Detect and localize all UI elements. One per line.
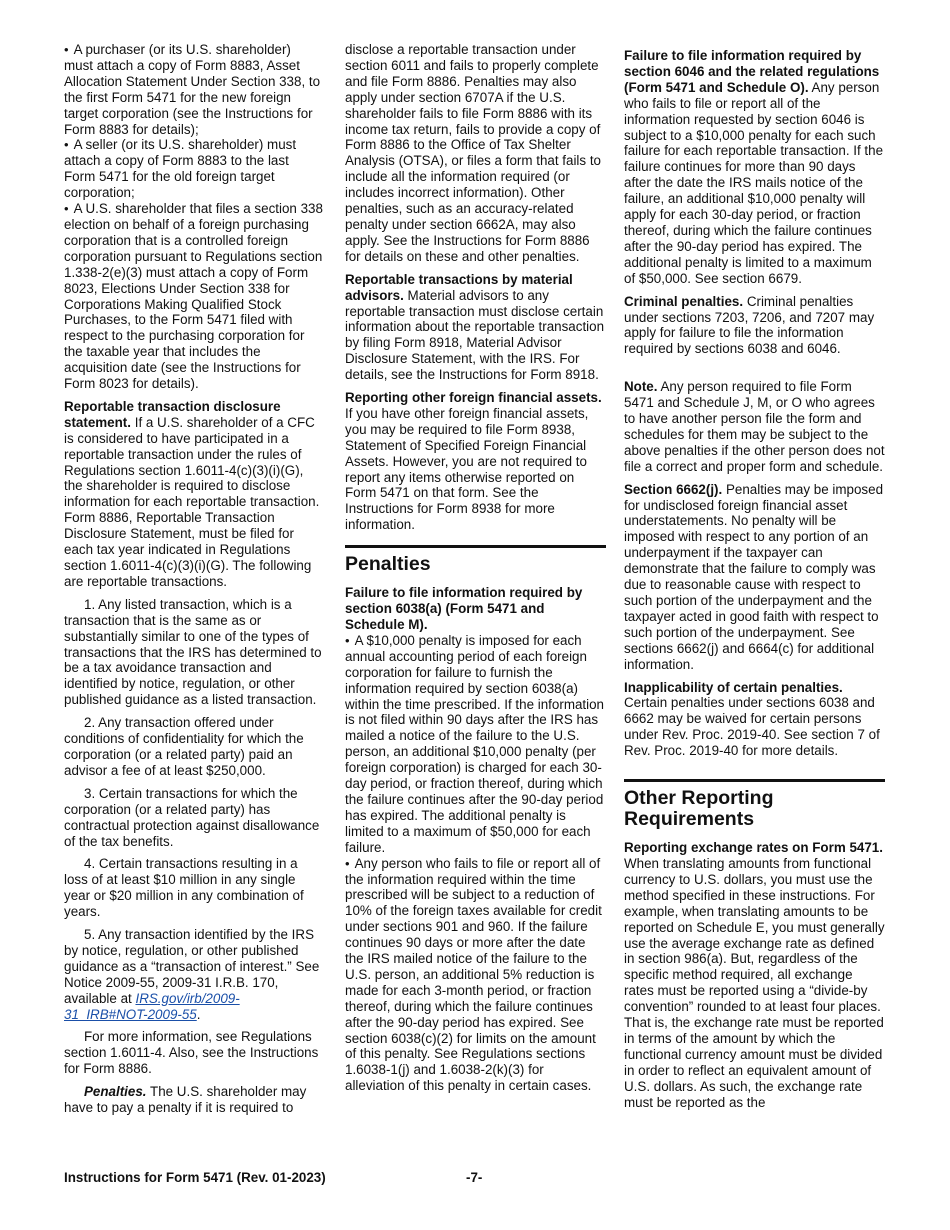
bullet-10000-penalty: • A $10,000 penalty is imposed for each annual accounting period of each foreign corporation for failure to furnish the information required by section 6038(a) within the time prescribed. If the information is not filed within 90 days after the IRS has mailed a notice of the failure to the U.S. person, an additional $10,000 penalty (per foreign corporation) is charged for each 30-day period, or fraction thereof, during which the failure continues after the 90-day period has expired. The additional penalty is limited to a maximum of $50,000 for each failure. <box>345 633 606 856</box>
paragraph-more-info: For more information, see Regulations section 1.6011-4. Also, see the Instructions for Form 8886. <box>64 1029 319 1077</box>
footer-page-number: -7- <box>466 1170 483 1185</box>
paragraph-other-assets: Reporting other foreign financial assets. If you have other foreign financial assets, you may be required to file Form 8938, Statement of Specified Foreign Financial Assets. However, you are not required to report any items otherwise reported on Form 5471 on that form. See the Instructions for Form 8938 for more information. <box>345 390 602 533</box>
paragraph-rtds: Reportable transaction disclosure statement. If a U.S. shareholder of a CFC is considered to have participated in a reportable transaction under the rules of Regulations section 1.6011-4(c)(3)(i)(G), the shareholder is required to disclose information for each reportable transaction. Form 8886, Reportable Transaction Disclosure Statement, must be filed for each tax year indicated in Regulations section 1.6011-4(c)(3)(i)(G). The following are reportable transactions. <box>64 398 320 589</box>
heading-penalties-inline: Penalties. <box>84 1084 147 1100</box>
heading-other-assets: Reporting other foreign financial assets. <box>345 390 602 406</box>
heading-note: Note. <box>624 379 658 395</box>
section-title-penalties: Penalties <box>345 545 606 575</box>
list-item-4: 4. Certain transactions resulting in a loss of at least $10 million in any single year or $20 million in any combination of years. <box>64 856 304 920</box>
paragraph-exchange-rates: Reporting exchange rates on Form 5471. When translating amounts from functional currency to U.S. dollars, you must use the method specified in these instructions. For example, when translating amounts to be reported on Schedule E, you must generally use the average exchange rate as defined in section 986(a). But, regardless of the specific method required, all exchange rates must be reported using a “divide-by convention” rounded to at least four places. That is, the exchange rate must be reported in terms of the amount by which the functional currency amount must be divided in order to reflect an equivalent amount of U.S. dollars. As such, the exchange rate must be reported as the <box>624 840 885 1110</box>
heading-inapplicability: Inapplicability of certain penalties. <box>624 679 843 695</box>
heading-failure-6046: Failure to file information required by section 6046 and the related regulations (Form 5471 and Schedule O). <box>624 48 880 95</box>
heading-exchange-rates: Reporting exchange rates on Form 5471. <box>624 840 883 856</box>
paragraph-continued: disclose a reportable transaction under section 6011 and fails to properly complete and file Form 8886. Penalties may also apply under section 6707A if the U.S. shareholder fails to file Form 8886 with its income tax return, fails to provide a copy of Form 8886 to the Office of Tax Shelter Analysis (OTSA), or files a form that fails to include all the information required (or includes incorrect information). Other penalties, such as an accuracy-related penalty under section 6662A, may also apply. See the Instructions for Form 8886 for details on these and other penalties. <box>345 42 601 264</box>
bullet-seller: • A seller (or its U.S. shareholder) must attach a copy of Form 8883 to the last Form 5471 for the old foreign target corporation; <box>64 137 323 201</box>
list-item-2: 2. Any transaction offered under conditions of confidentiality for which the corporation (or a related party) paid an advisor a fee of at least $250,000. <box>64 715 304 778</box>
paragraph-penalties: Penalties. The U.S. shareholder may have to pay a penalty if it is required to <box>64 1084 307 1116</box>
heading-6662j: Section 6662(j). <box>624 481 723 497</box>
bullet-us-shareholder: • A U.S. shareholder that files a section 338 election on behalf of a foreign purchasing corporation that is a controlled foreign corporation pursuant to Regulations section 1.338-2(e)(3) must attach a copy of Form 8023, Elections Under Section 338 for Corporations Making Qualified Stock Purchases, to the Form 5471 filed with respect to the purchasing corporation for the taxable year that includes the acquisition date (see the Instructions for Form 8023 for details). <box>64 201 323 392</box>
list-item-5: 5. Any transaction identified by the IRS by notice, regulation, or other published guidance as a “transaction of interest.” See Notice 2009-55, 2009-31 I.R.B. 170, available at IRS.gov/irb/2009-31_IRB#NOT-2009-55. <box>64 927 320 1022</box>
paragraph-6662j: Section 6662(j). Penalties may be imposed for undisclosed foreign financial asset understatements. No penalty will be imposed with respect to any portion of an underpayment if the taxpayer can demonstrate that the failure to comply was due to reasonable cause with respect to such portion of the underpayment and the taxpayer acted in good faith with respect to such portion of the underpayment. See sections 6662(j) and 6664(c) for additional information. <box>624 481 884 672</box>
paragraph-failure-6046: Failure to file information required by section 6046 and the related regulations (Form 5471 and Schedule O). Any person who fails to file or report all of the information requested by section 6046 is subject to a $10,000 penalty for each such failure for each reportable transaction. If the failure continues for more than 90 days after the date the IRS mails notice of the failure, an additional $10,000 penalty will apply for each 30-day period, or fraction thereof, during which the failure continues after the 90-day period has expired. The additional penalty is limited to a maximum of $50,000. See section 6679. <box>624 48 884 286</box>
list-item-3: 3. Certain transactions for which the corporation (or a related party) has contractual protection against disallowance of the tax benefits. <box>64 785 320 849</box>
heading-failure-6038a: Failure to file information required by section 6038(a) (Form 5471 and Schedule M). <box>345 585 583 632</box>
heading-material-advisors: Reportable transactions by material advisors. <box>345 271 573 303</box>
paragraph-inapplicability: Inapplicability of certain penalties. Certain penalties under sections 6038 and 6662 may be waived for certain persons under Rev. Proc. 2019-40. See section 7 of Rev. Proc. 2019-40 for more details. <box>624 679 880 759</box>
column-3 <box>624 48 885 1117</box>
irs-notice-link[interactable]: IRS.gov/irb/2009-31_IRB#NOT-2009-55 <box>64 990 240 1022</box>
column-1 <box>64 42 323 1123</box>
paragraph-note: Note. Any person required to file Form 5471 and Schedule J, M, or O who agrees to have another person file the form and schedules for them may be subject to the above penalties if the other person does not file a correct and proper form and schedule. <box>624 379 885 474</box>
column-2 <box>345 42 606 1094</box>
heading-criminal: Criminal penalties. <box>624 293 744 309</box>
list-item-1: 1. Any listed transaction, which is a transaction that is the same as or substantially similar to one of the types of transactions that the IRS has determined to be a tax avoidance transaction and identified by notice, regulation, or other published guidance as a listed transaction. <box>64 596 322 708</box>
paragraph-criminal: Criminal penalties. Criminal penalties under sections 7203, 7206, and 7207 may apply for failure to file the information required by sections 6038 and 6046. <box>624 293 875 357</box>
section-title-other-reporting: Other Reporting Requirements <box>624 779 885 830</box>
bullet-reduction: • Any person who fails to file or report all of the information required within the time prescribed will be subject to a reduction of 10% of the foreign taxes available for credit under sections 901 and 960. If the failure continues 90 days or more after the date the IRS mailed notice of the failure to the U.S. person, an additional 5% reduction is made for each 3-month period, or fraction thereof, during which the failure continues after the 90-day period has expired. See section 6038(c)(2) for limits on the amount of this penalty. See Regulations sections 1.6038-1(j) and 1.6038-2(k)(3) for alleviation of this penalty in certain cases. <box>345 856 606 1095</box>
footer-form-title: Instructions for Form 5471 (Rev. 01-2023) <box>64 1170 326 1185</box>
bullet-purchaser: • A purchaser (or its U.S. shareholder) must attach a copy of Form 8883, Asset Allocation Statement Under Section 338, to the first Form 5471 for the new foreign target corporation (see the Instructions for Form 8883 for details); <box>64 42 323 137</box>
paragraph-material-advisors: Reportable transactions by material advisors. Material advisors to any reportable transaction must disclose certain information about the reportable transaction by filing Form 8918, Material Advisor Disclosure Statement, with the IRS. For details, see the Instructions for Form 8918. <box>345 271 605 383</box>
heading-rtds: Reportable transaction disclosure statement. <box>64 398 281 430</box>
